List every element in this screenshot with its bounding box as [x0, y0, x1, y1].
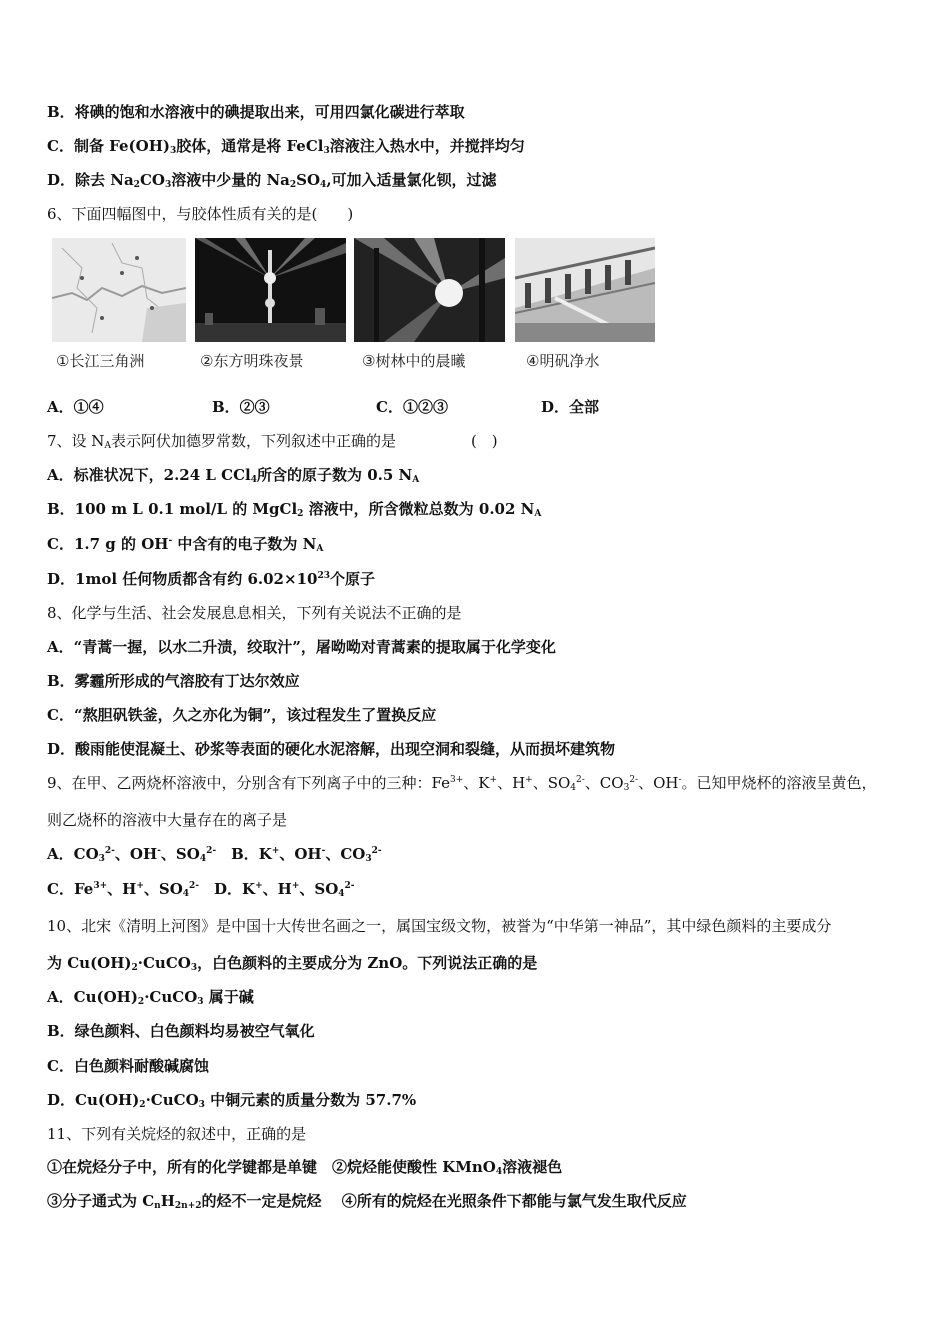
question-6: 6、下面四幅图中，与胶体性质有关的是( ): [47, 205, 354, 223]
caption-1: ①长江三角洲: [56, 352, 145, 370]
caption-4: ④明矾净水: [526, 352, 600, 370]
q8-option-c: C．“熬胆矾铁釜，久之亦化为铜”，该过程发生了置换反应: [47, 706, 437, 724]
colloid-picture-strip: [52, 238, 662, 378]
question-7: 7、设 $N_A$表示阿伏加德罗常数，下列叙述中正确的是 ( ): [47, 432, 498, 451]
q6-option-d: D．全部: [541, 398, 600, 416]
line-b-extraction: B．将碘的饱和水溶液中的碘提取出来，可用四氯化碳进行萃取: [47, 103, 465, 121]
q11-statements-1-2: ①在烷烃分子中，所有的化学键都是单键 ②烷烃能使酸性 KMnO$_4$溶液褪色: [47, 1158, 563, 1177]
q7-option-b: B．100 m L 0.1 mol/L 的 MgCl$_2$ 溶液中，所含微粒总数为 0.02 $N_A$: [47, 500, 542, 519]
question-11: 11、下列有关烷烃的叙述中，正确的是: [47, 1125, 307, 1143]
q11-statements-3-4: ③分子通式为 $C_nH_{2n+2}$的烃不一定是烷烃 ④所有的烷烃在光照条件下都能与氯气发生取代反应: [47, 1192, 687, 1211]
q10-option-b: B．绿色颜料、白色颜料均易被空气氧化: [47, 1022, 315, 1040]
question-9-continued: 则乙烧杯的溶液中大量存在的离子是: [47, 811, 288, 829]
question-8: 8、化学与生活、社会发展息息相关，下列有关说法不正确的是: [47, 604, 462, 622]
q7-option-d: D．1mol 任何物质都含有约 $6.02\times 10^{23}$个原子: [47, 570, 375, 588]
question-10-continued: 为 $Cu(OH)_2\cdot CuCO_3$，白色颜料的主要成分为 ZnO。下列说法正确的是: [47, 954, 538, 973]
caption-2: ②东方明珠夜景: [200, 352, 304, 370]
question-10: 10、北宋《清明上河图》是中国十大传世名画之一，属国宝级文物，被誉为“中华第一神品”，其中绿色颜料的主要成分: [47, 917, 832, 935]
q9-options-cd: C．$Fe^{3+}$、H+、$SO_4^{2-}$ D．K+、H+、$SO_4^{2-}$: [47, 880, 355, 899]
q6-option-a: A．①④: [47, 398, 104, 416]
q9-options-ab: A．$CO_3^{2-}$、OH-、$SO_4^{2-}$ B．K+、OH-、$CO_3^{2-}$: [47, 845, 382, 864]
q10-option-a: A．$Cu(OH)_2\cdot CuCO_3$ 属于碱: [47, 988, 254, 1007]
line-c-colloid: C．制备 $Fe(OH)_3$胶体，通常是将 FeCl$_3$溶液注入热水中，并搅拌均匀: [47, 137, 525, 156]
q6-option-b: B．②③: [212, 398, 270, 416]
caption-3: ③树林中的晨曦: [362, 352, 466, 370]
forest-morning-light-image: [354, 238, 505, 342]
q6-option-c: C．①②③: [376, 398, 448, 416]
q8-option-b: B．雾霾所形成的气溶胶有丁达尔效应: [47, 672, 300, 690]
alum-water-purification-image: [515, 238, 655, 342]
q7-option-c: C．1.7 g 的 OH- 中含有的电子数为 $N_A$: [47, 535, 324, 554]
q7-option-a: A．标准状况下，2.24 L CCl$_4$所含的原子数为 0.5 $N_A$: [47, 466, 420, 485]
question-9: 9、在甲、乙两烧杯溶液中，分别含有下列离子中的三种：$Fe^{3+}$、K+、H+、$SO_4^{2-}$、$CO_3^{2-}$、OH-。已知甲烧杯的溶液呈黄色，: [47, 774, 877, 793]
q10-option-c: C．白色颜料耐酸碱腐蚀: [47, 1057, 209, 1075]
q6-options: [47, 397, 747, 417]
q8-option-d: D．酸雨能使混凝土、砂浆等表面的硬化水泥溶解，出现空洞和裂缝，从而损坏建筑物: [47, 740, 616, 758]
q10-option-d: D．$Cu(OH)_2\cdot CuCO_3$ 中铜元素的质量分数为 57.7%: [47, 1091, 417, 1110]
q8-option-a: A．“青蒿一握，以水二升渍，绞取汁”，屠呦呦对青蒿素的提取属于化学变化: [47, 638, 556, 656]
yangtze-delta-map-image: [52, 238, 186, 342]
line-d-removal: D．除去 $Na_2CO_3$溶液中少量的 $Na_2SO_4$,可加入适量氯化钡，过滤: [47, 171, 497, 190]
oriental-pearl-night-image: [195, 238, 346, 342]
